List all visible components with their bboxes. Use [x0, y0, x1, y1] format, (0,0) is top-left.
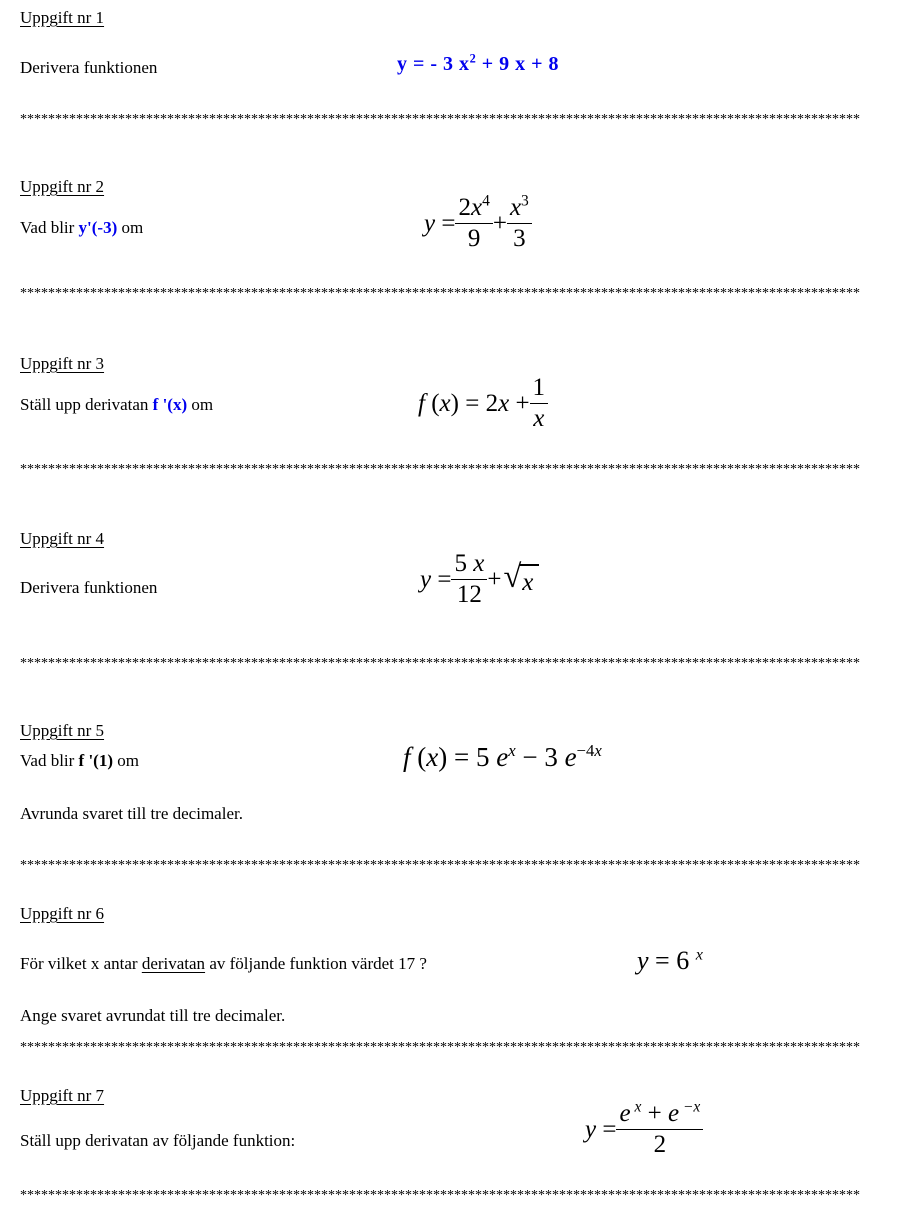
formula-lhs: y =	[420, 565, 452, 593]
separator-line: ************************************************************************************************************************	[20, 112, 860, 127]
task-7-formula	[585, 1100, 703, 1159]
fraction: $\frac{e ^x + e ^{-x}}{2}$	[616, 1100, 703, 1159]
task-4-formula	[420, 550, 539, 609]
separator-line: ************************************************************************************************************************	[20, 286, 860, 301]
task-5-prompt: Vad blir f '(1) om	[20, 751, 139, 770]
separator-line: ************************************************************************************************************************	[20, 1188, 860, 1203]
fraction: $\frac{5 x}{12}$	[451, 550, 487, 609]
task-1-heading: Uppgift nr 1	[20, 8, 105, 27]
task-3-prompt: Ställ upp derivatan f '(x) om	[20, 395, 214, 414]
task-4-heading: Uppgift nr 4	[20, 529, 105, 548]
task-1-prompt: Derivera funktionen	[20, 58, 158, 77]
task-6-prompt: För vilket x antar derivatan av följande funktion värdet 17 ?	[20, 954, 427, 973]
fraction: $\frac{2x^4}{9}$	[455, 194, 492, 253]
formula-operator: +	[492, 209, 507, 237]
task-6-formula: y = 6 $^x$	[637, 946, 703, 975]
task-4-prompt: Derivera funktionen	[20, 578, 158, 597]
square-root: √ x	[503, 563, 539, 597]
task-5-formula: f (x) = 5 $e^x - 3$ $e^{-4x}$	[403, 741, 602, 772]
formula-operator: +	[487, 565, 502, 593]
separator-line: ************************************************************************************************************************	[20, 656, 860, 671]
task-2-formula	[424, 194, 532, 253]
separator-line: ************************************************************************************************************************	[20, 1040, 860, 1055]
task-5-note: Avrunda svaret till tre decimaler.	[20, 804, 243, 823]
separator-line: ************************************************************************************************************************	[20, 858, 860, 873]
task-6-note: Ange svaret avrundat till tre decimaler.	[20, 1006, 286, 1025]
formula-lhs: y =	[424, 209, 456, 237]
formula-lhs: f (x) = 2x +	[418, 389, 530, 417]
task-3-heading: Uppgift nr 3	[20, 354, 105, 373]
fraction: $\frac{1}{x}$	[530, 374, 549, 433]
task-3-formula	[418, 374, 548, 433]
task-1-formula: y = - 3 $x^2 + 9$ x + 8	[397, 51, 560, 75]
radical-sign: √	[503, 558, 522, 595]
task-2-prompt: Vad blir y'(-3) om	[20, 218, 144, 237]
formula-lhs: y =	[585, 1115, 617, 1143]
task-2-heading: Uppgift nr 2	[20, 177, 105, 196]
task-6-heading: Uppgift nr 6	[20, 904, 105, 923]
fraction: $\frac{x^3}{3}$	[507, 194, 532, 253]
task-7-prompt: Ställ upp derivatan av följande funktion:	[20, 1131, 296, 1150]
task-5-heading: Uppgift nr 5	[20, 721, 105, 740]
task-7-heading: Uppgift nr 7	[20, 1086, 105, 1105]
separator-line: ************************************************************************************************************************	[20, 462, 860, 477]
